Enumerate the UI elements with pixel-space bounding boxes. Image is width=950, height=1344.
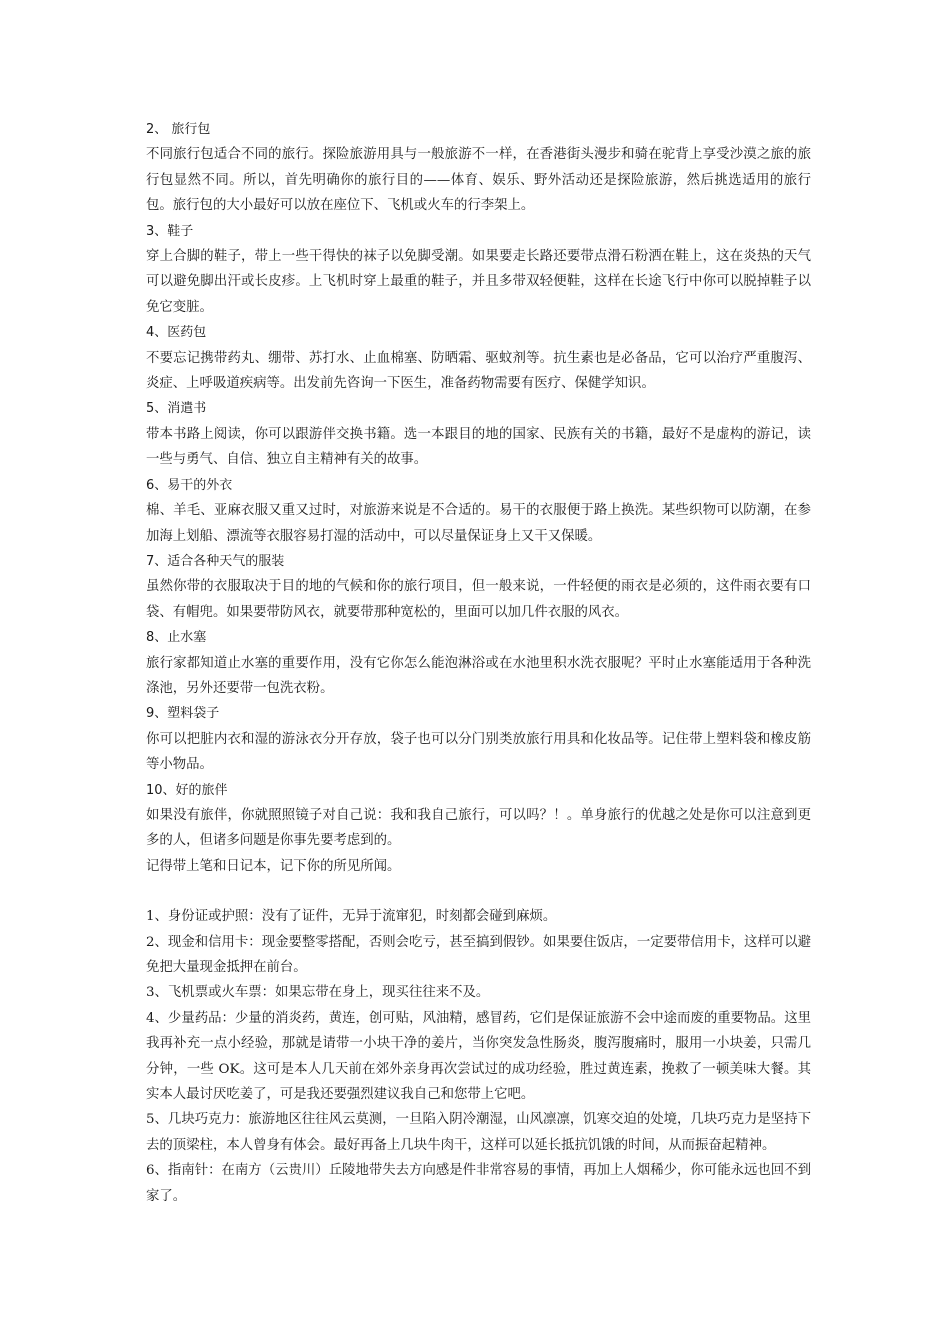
section-body: 你可以把脏内衣和湿的游泳衣分开存放，袋子也可以分门别类放旅行用具和化妆品等。记住带上塑料袋和橡皮筋等小物品。: [146, 731, 811, 773]
section-heading: 7、适合各种天气的服装: [146, 553, 285, 569]
list-item: 6、指南针：在南方（云贵川）丘陵地带失去方向感是件非常容易的事情，再加上人烟稀少，你可能永远也回不到家了。: [146, 1163, 811, 1204]
section-body: 如果没有旅伴，你就照照镜子对自己说：我和我自己旅行，可以吗？！。单身旅行的优越之处是你可以注意到更多的人，但诸多问题是你事先要考虑到的。: [146, 807, 811, 849]
list-item: 1、身份证或护照：没有了证件，无异于流窜犯，时刻都会碰到麻烦。: [146, 909, 557, 925]
section-heading: 8、止水塞: [146, 630, 207, 646]
section-body: 穿上合脚的鞋子，带上一些干得快的袜子以免脚受潮。如果要走长路还要带点滑石粉洒在鞋上，这在炎热的天气可以避免脚出汗或长皮疹。上飞机时穿上最重的鞋子，并且多带双轻便鞋，这样在长途飞行中你可以脱掉鞋子以免它变脏。: [146, 249, 811, 315]
section-body: 不要忘记携带药丸、绷带、苏打水、止血棉塞、防晒霜、驱蚊剂等。抗生素也是必备品，它可以治疗严重腹泻、炎症、上呼吸道疾病等。出发前先咨询一下医生，准备药物需要有医疗、保健学知识。: [146, 350, 811, 392]
section-body: 带本书路上阅读，你可以跟游伴交换书籍。选一本跟目的地的国家、民族有关的书籍，最好不是虚构的游记，读一些与勇气、自信、独立自主精神有关的故事。: [146, 426, 811, 468]
section-heading: 2、 旅行包: [146, 122, 211, 137]
section-body: 棉、羊毛、亚麻衣服又重又过时，对旅游来说是不合适的。易干的衣服便于路上换洗。某些织物可以防潮，在参加海上划船、漂流等衣服容易打湿的活动中，可以尽量保证身上又干又保暖。: [146, 503, 811, 544]
paragraph-spacer: [146, 879, 811, 904]
section-heading: 10、好的旅伴: [146, 782, 228, 798]
section-body: 虽然你带的衣服取决于目的地的气候和你的旅行项目，但一般来说，一件轻便的雨衣是必须的，这件雨衣要有口袋、有帽兜。如果要带防风衣，就要带那种宽松的，里面可以加几件衣服的风衣。: [146, 579, 811, 620]
section-heading: 3、鞋子: [146, 223, 194, 239]
document-body: [146, 117, 811, 1209]
closing-note: 记得带上笔和日记本，记下你的所见所闻。: [146, 858, 401, 874]
section-heading: 4、医药包: [146, 325, 207, 341]
list-item: 2、现金和信用卡：现金要整零搭配，否则会吃亏，甚至搞到假钞。如果要住饭店，一定要带信用卡，这样可以避免把大量现金抵押在前台。: [146, 934, 811, 975]
section-heading: 9、塑料袋子: [146, 706, 220, 722]
section-heading: 6、易干的外衣: [146, 477, 233, 493]
list-item: 5、几块巧克力：旅游地区往往风云莫测，一旦陷入阴冷潮湿，山风凛凛，饥寒交迫的处境，几块巧克力是坚持下去的顶梁柱，本人曾身有体会。最好再备上几块牛肉干，这样可以延长抵抗饥饿的时间，从而振奋起精神。: [146, 1112, 811, 1153]
section-heading: 5、消遣书: [146, 401, 207, 417]
list-item: 4、少量药品：少量的消炎药，黄连，创可贴，风油精，感冒药，它们是保证旅游不会中途而废的重要物品。这里我再补充一点小经验，那就是请带一小块干净的姜片，当你突发急性肠炎，腹泻腹痛时，服用一小块姜，只需几分钟，一些 OK。这可是本人几天前在郊外亲身再次尝试过的成功经验，胜过黄连素，挽救了一顿美味大餐。其实本人最讨厌吃姜了，可是我还要强烈建议我自己和您带上它吧。: [146, 1010, 811, 1103]
section-body: 旅行家都知道止水塞的重要作用，没有它你怎么能泡淋浴或在水池里积水洗衣服呢？平时止水塞能适用于各种洗涤池，另外还要带一包洗衣粉。: [146, 655, 811, 696]
list-item: 3、飞机票或火车票：如果忘带在身上，现买往往来不及。: [146, 985, 490, 1001]
section-body: 不同旅行包适合不同的旅行。探险旅游用具与一般旅游不一样，在香港街头漫步和骑在驼背上享受沙漠之旅的旅行包显然不同。所以，首先明确你的旅行目的——体育、娱乐、野外活动还是探险旅游，然后挑选适用的旅行包。旅行包的大小最好可以放在座位下、飞机或火车的行李架上。: [146, 147, 811, 214]
